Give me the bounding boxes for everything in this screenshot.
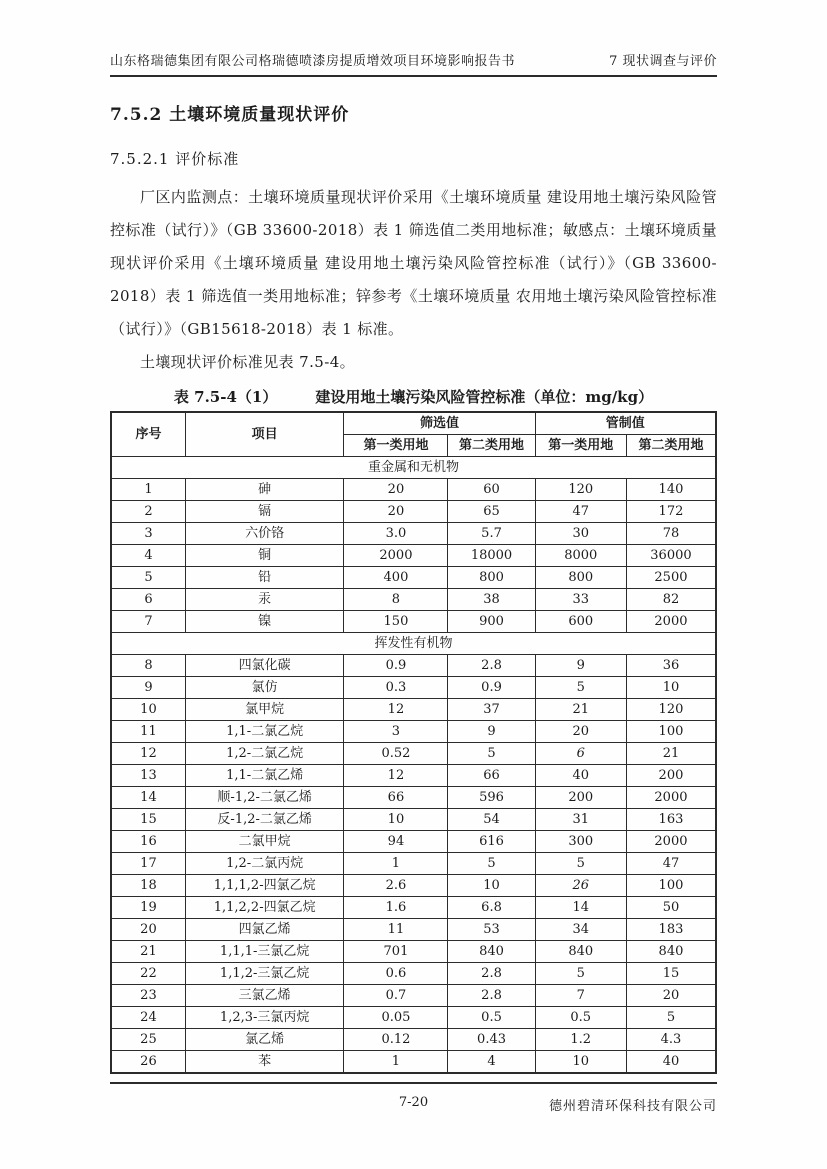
cell-value: 2.8 <box>448 963 535 985</box>
cell-value: 8 <box>344 589 448 611</box>
cell-value: 596 <box>448 787 535 809</box>
cell-value: 400 <box>344 567 448 589</box>
cell-value: 172 <box>626 501 716 523</box>
cell-value: 11 <box>344 919 448 941</box>
cell-value: 54 <box>448 809 535 831</box>
cell-value: 120 <box>535 479 626 501</box>
cell-value: 33 <box>535 589 626 611</box>
cell-value: 21 <box>626 743 716 765</box>
soil-standards-table <box>110 411 717 1074</box>
cell-item-name: 1,1,2,2-四氯乙烷 <box>185 897 344 919</box>
table-row <box>111 699 716 721</box>
cell-value: 40 <box>535 765 626 787</box>
cell-value: 8000 <box>535 545 626 567</box>
cell-value: 120 <box>626 699 716 721</box>
cell-value: 200 <box>626 765 716 787</box>
cell-value: 100 <box>626 875 716 897</box>
table-row <box>111 523 716 545</box>
table-row <box>111 721 716 743</box>
col-group-control-value: 管制值 <box>535 412 716 435</box>
cell-item-name: 氯仿 <box>185 677 344 699</box>
table-row <box>111 1007 716 1029</box>
cell-value: 0.05 <box>344 1007 448 1029</box>
cell-value: 12 <box>344 699 448 721</box>
cell-item-name: 1,2,3-三氯丙烷 <box>185 1007 344 1029</box>
cell-value: 600 <box>535 611 626 633</box>
cell-value: 94 <box>344 831 448 853</box>
cell-value: 0.52 <box>344 743 448 765</box>
cell-value: 800 <box>535 567 626 589</box>
cell-item-name: 1,1-二氯乙烷 <box>185 721 344 743</box>
table-row <box>111 919 716 941</box>
cell-value: 10 <box>535 1051 626 1074</box>
cell-item-name: 镍 <box>185 611 344 633</box>
cell-row-number: 4 <box>111 545 185 567</box>
cell-value: 66 <box>448 765 535 787</box>
page-content <box>110 78 717 1074</box>
cell-value: 1.2 <box>535 1029 626 1051</box>
cell-value: 10 <box>448 875 535 897</box>
cell-value: 0.43 <box>448 1029 535 1051</box>
cell-value: 1.6 <box>344 897 448 919</box>
cell-value: 2.8 <box>448 985 535 1007</box>
cell-value: 6 <box>535 743 626 765</box>
cell-value: 65 <box>448 501 535 523</box>
cell-value: 12 <box>344 765 448 787</box>
table-title-text: 建设用地土壤污染风险管控标准（单位：mg/kg） <box>315 388 654 406</box>
cell-item-name: 1,2-二氯乙烷 <box>185 743 344 765</box>
cell-value: 5 <box>535 963 626 985</box>
cell-value: 0.5 <box>448 1007 535 1029</box>
cell-value: 82 <box>626 589 716 611</box>
cell-row-number: 15 <box>111 809 185 831</box>
table-row <box>111 567 716 589</box>
cell-value: 5 <box>448 743 535 765</box>
cell-value: 2.6 <box>344 875 448 897</box>
cell-row-number: 22 <box>111 963 185 985</box>
col-header-control-land2: 第二类用地 <box>626 435 716 457</box>
cell-value: 9 <box>448 721 535 743</box>
cell-value: 701 <box>344 941 448 963</box>
table-row <box>111 963 716 985</box>
table-row <box>111 941 716 963</box>
cell-item-name: 汞 <box>185 589 344 611</box>
cell-value: 5.7 <box>448 523 535 545</box>
cell-value: 100 <box>626 721 716 743</box>
cell-row-number: 19 <box>111 897 185 919</box>
cell-value: 2000 <box>344 545 448 567</box>
cell-value: 78 <box>626 523 716 545</box>
cell-row-number: 14 <box>111 787 185 809</box>
table-title <box>110 386 717 407</box>
cell-value: 5 <box>535 853 626 875</box>
cell-value: 10 <box>344 809 448 831</box>
cell-item-name: 六价铬 <box>185 523 344 545</box>
cell-row-number: 23 <box>111 985 185 1007</box>
cell-item-name: 氯甲烷 <box>185 699 344 721</box>
cell-value: 200 <box>535 787 626 809</box>
cell-value: 840 <box>626 941 716 963</box>
cell-row-number: 20 <box>111 919 185 941</box>
cell-row-number: 12 <box>111 743 185 765</box>
cell-row-number: 1 <box>111 479 185 501</box>
cell-value: 20 <box>344 479 448 501</box>
cell-value: 800 <box>448 567 535 589</box>
cell-row-number: 2 <box>111 501 185 523</box>
table-header <box>111 412 716 457</box>
cell-item-name: 1,1,2-三氯乙烷 <box>185 963 344 985</box>
cell-value: 6.8 <box>448 897 535 919</box>
table-section-label: 挥发性有机物 <box>111 633 716 655</box>
header-chapter-title: 7 现状调查与评价 <box>609 54 717 69</box>
table-section-row <box>111 633 716 655</box>
col-group-screening-value: 筛选值 <box>344 412 535 435</box>
table-row <box>111 1051 716 1074</box>
cell-item-name: 苯 <box>185 1051 344 1074</box>
cell-value: 0.3 <box>344 677 448 699</box>
table-row <box>111 809 716 831</box>
section-heading: 7.5.2 土壤环境质量现状评价 <box>110 105 350 125</box>
cell-value: 31 <box>535 809 626 831</box>
cell-value: 4 <box>448 1051 535 1074</box>
cell-value: 0.9 <box>448 677 535 699</box>
cell-item-name: 三氯乙烯 <box>185 985 344 1007</box>
cell-value: 26 <box>535 875 626 897</box>
cell-value: 21 <box>535 699 626 721</box>
table-row <box>111 853 716 875</box>
cell-value: 18000 <box>448 545 535 567</box>
cell-item-name: 1,1,1,2-四氯乙烷 <box>185 875 344 897</box>
cell-item-name: 1,1,1-三氯乙烷 <box>185 941 344 963</box>
cell-item-name: 1,2-二氯丙烷 <box>185 853 344 875</box>
cell-value: 34 <box>535 919 626 941</box>
cell-row-number: 24 <box>111 1007 185 1029</box>
table-row <box>111 897 716 919</box>
cell-row-number: 16 <box>111 831 185 853</box>
table-row <box>111 501 716 523</box>
cell-item-name: 顺-1,2-二氯乙烯 <box>185 787 344 809</box>
page-number: 7-20 <box>398 1095 429 1110</box>
table-row <box>111 787 716 809</box>
table-title-label: 表 7.5-4（1） <box>173 388 278 406</box>
cell-value: 300 <box>535 831 626 853</box>
cell-item-name: 1,1-二氯乙烯 <box>185 765 344 787</box>
cell-value: 47 <box>535 501 626 523</box>
header-doc-title: 山东格瑞德集团有限公司格瑞德喷漆房提质增效项目环境影响报告书 <box>110 54 516 69</box>
cell-row-number: 11 <box>111 721 185 743</box>
cell-item-name: 铅 <box>185 567 344 589</box>
cell-row-number: 17 <box>111 853 185 875</box>
cell-item-name: 氯乙烯 <box>185 1029 344 1051</box>
cell-value: 2500 <box>626 567 716 589</box>
cell-value: 3 <box>344 721 448 743</box>
cell-value: 30 <box>535 523 626 545</box>
cell-value: 5 <box>535 677 626 699</box>
table-section-label: 重金属和无机物 <box>111 457 716 479</box>
cell-value: 0.6 <box>344 963 448 985</box>
cell-item-name: 二氯甲烷 <box>185 831 344 853</box>
cell-value: 15 <box>626 963 716 985</box>
cell-value: 38 <box>448 589 535 611</box>
paragraph-table-reference: 土壤现状评价标准见表 7.5-4。 <box>140 353 356 371</box>
cell-row-number: 6 <box>111 589 185 611</box>
cell-value: 10 <box>626 677 716 699</box>
cell-value: 60 <box>448 479 535 501</box>
cell-value: 47 <box>626 853 716 875</box>
cell-value: 140 <box>626 479 716 501</box>
cell-value: 14 <box>535 897 626 919</box>
cell-row-number: 13 <box>111 765 185 787</box>
cell-value: 36000 <box>626 545 716 567</box>
cell-value: 40 <box>626 1051 716 1074</box>
cell-value: 1 <box>344 1051 448 1074</box>
cell-value: 2.8 <box>448 655 535 677</box>
cell-value: 163 <box>626 809 716 831</box>
cell-item-name: 砷 <box>185 479 344 501</box>
cell-row-number: 21 <box>111 941 185 963</box>
table-row <box>111 677 716 699</box>
cell-row-number: 8 <box>111 655 185 677</box>
running-header <box>110 50 717 77</box>
cell-row-number: 7 <box>111 611 185 633</box>
cell-value: 50 <box>626 897 716 919</box>
standards-table-body <box>111 457 716 1074</box>
table-row <box>111 985 716 1007</box>
col-header-screening-land1: 第一类用地 <box>344 435 448 457</box>
col-header-no: 序号 <box>111 412 185 457</box>
cell-value: 20 <box>626 985 716 1007</box>
running-footer <box>110 1082 717 1122</box>
table-row <box>111 743 716 765</box>
cell-value: 616 <box>448 831 535 853</box>
table-row <box>111 875 716 897</box>
cell-value: 36 <box>626 655 716 677</box>
footer-company-name: 德州碧清环保科技有限公司 <box>548 1099 717 1114</box>
table-row <box>111 611 716 633</box>
cell-value: 5 <box>448 853 535 875</box>
table-row <box>111 545 716 567</box>
cell-value: 1 <box>344 853 448 875</box>
cell-value: 900 <box>448 611 535 633</box>
cell-value: 183 <box>626 919 716 941</box>
cell-value: 0.5 <box>535 1007 626 1029</box>
cell-row-number: 10 <box>111 699 185 721</box>
cell-value: 2000 <box>626 831 716 853</box>
cell-item-name: 镉 <box>185 501 344 523</box>
cell-row-number: 9 <box>111 677 185 699</box>
cell-row-number: 26 <box>111 1051 185 1074</box>
cell-value: 3.0 <box>344 523 448 545</box>
table-section-row <box>111 457 716 479</box>
cell-value: 9 <box>535 655 626 677</box>
subsection-heading: 7.5.2.1 评价标准 <box>110 150 240 168</box>
cell-value: 20 <box>344 501 448 523</box>
cell-value: 53 <box>448 919 535 941</box>
table-row <box>111 479 716 501</box>
cell-value: 20 <box>535 721 626 743</box>
table-row <box>111 589 716 611</box>
cell-value: 2000 <box>626 611 716 633</box>
col-header-item: 项目 <box>185 412 344 457</box>
cell-value: 5 <box>626 1007 716 1029</box>
table-row <box>111 765 716 787</box>
cell-row-number: 25 <box>111 1029 185 1051</box>
cell-value: 840 <box>448 941 535 963</box>
cell-value: 7 <box>535 985 626 1007</box>
cell-row-number: 5 <box>111 567 185 589</box>
cell-value: 840 <box>535 941 626 963</box>
cell-value: 150 <box>344 611 448 633</box>
cell-value: 0.9 <box>344 655 448 677</box>
paragraph-evaluation-standard: 厂区内监测点：土壤环境质量现状评价采用《土壤环境质量 建设用地土壤污染风险管控标准（试行）》（GB 33600-2018）表 1 筛选值二类用地标准；敏感点：土壤环境质量现状评价采用《土壤环境质量 建设用地土壤污染风险管控标准（试行）》（GB 33600-2018）表 1 筛选值一类用地标准；锌参考《土壤环境质量 农用地土壤污染风险管控标准（试行）》（GB15618-2018）表 1 标准。 <box>110 188 717 338</box>
cell-value: 2000 <box>626 787 716 809</box>
table-row <box>111 831 716 853</box>
cell-item-name: 四氯化碳 <box>185 655 344 677</box>
table-row <box>111 1029 716 1051</box>
table-header-row-groups <box>111 412 716 435</box>
table-row <box>111 655 716 677</box>
cell-item-name: 四氯乙烯 <box>185 919 344 941</box>
col-header-control-land1: 第一类用地 <box>535 435 626 457</box>
cell-value: 66 <box>344 787 448 809</box>
cell-row-number: 18 <box>111 875 185 897</box>
cell-row-number: 3 <box>111 523 185 545</box>
cell-value: 4.3 <box>626 1029 716 1051</box>
cell-value: 0.12 <box>344 1029 448 1051</box>
col-header-screening-land2: 第二类用地 <box>448 435 535 457</box>
cell-value: 0.7 <box>344 985 448 1007</box>
cell-item-name: 反-1,2-二氯乙烯 <box>185 809 344 831</box>
cell-value: 37 <box>448 699 535 721</box>
cell-item-name: 铜 <box>185 545 344 567</box>
